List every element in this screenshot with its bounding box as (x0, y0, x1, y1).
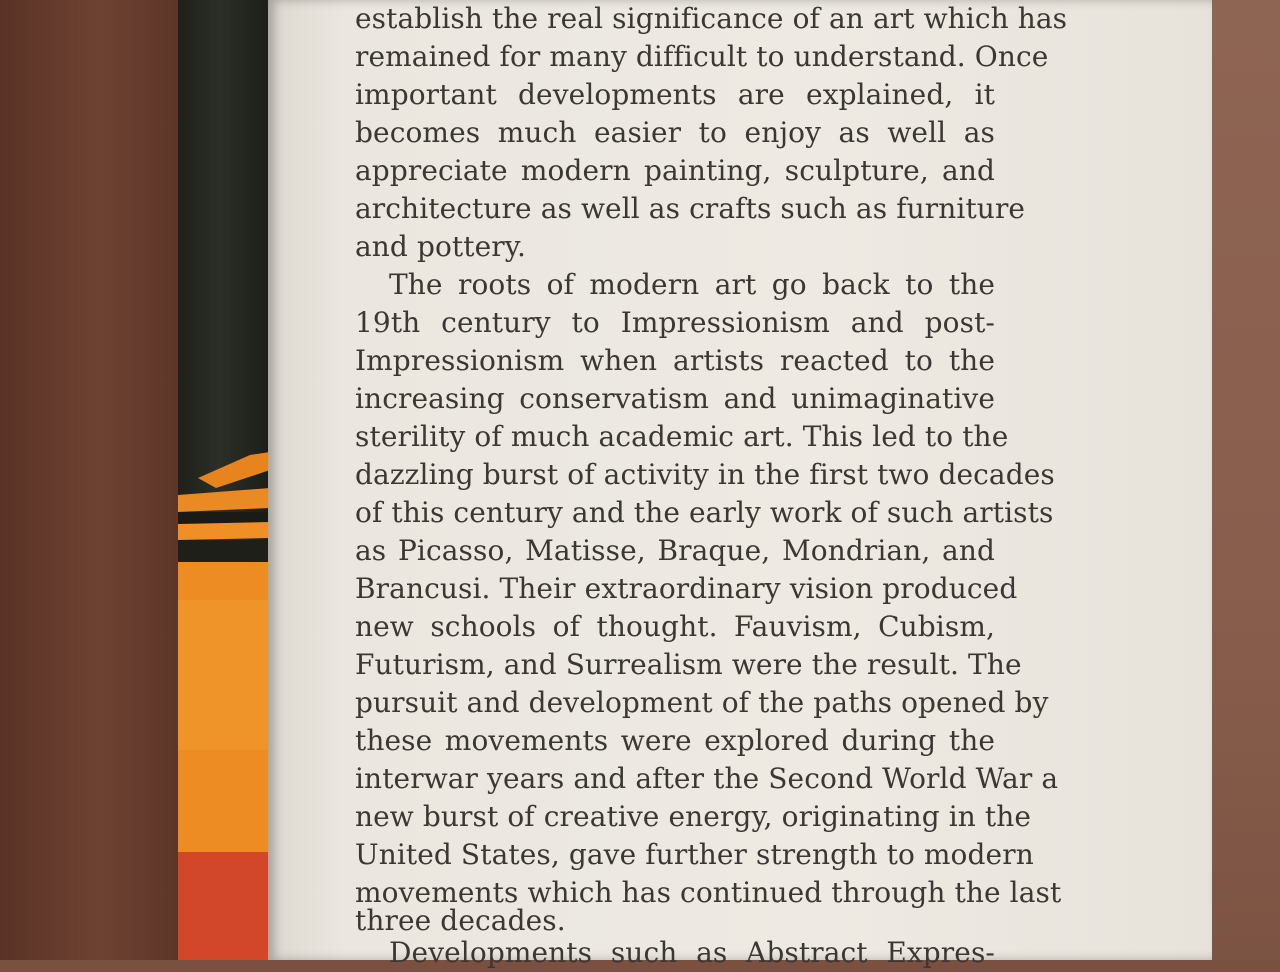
text-line: and pottery. (355, 230, 526, 263)
text-line: appreciate modern painting, sculpture, and (355, 154, 995, 187)
spine-orange-bar (178, 488, 270, 512)
text-line: architecture as well as crafts such as furniture (355, 192, 1026, 225)
spine-dark-stripe-2 (178, 540, 270, 562)
text-line: movements which has continued through the last (355, 876, 1062, 909)
text-line: United States, gave further strength to modern (355, 838, 1034, 871)
spine-orange-band (178, 522, 270, 540)
text-line: Brancusi. Their extraordinary vision produced (355, 572, 1018, 605)
text-line: as Picasso, Matisse, Braque, Mondrian, and (355, 534, 995, 567)
text-line: new burst of creative energy, originating in the (355, 800, 1032, 833)
text-line: of this century and the early work of such artists (355, 496, 1054, 529)
background-right (1210, 0, 1280, 960)
text-line: interwar years and after the Second World War a (355, 762, 1059, 795)
spine-graphic (178, 0, 270, 960)
text-line: dazzling burst of activity in the first two decades (355, 458, 1055, 491)
text-line: Developments such as Abstract Expres- (389, 936, 995, 969)
book-spine-artwork (178, 0, 270, 960)
text-line: The roots of modern art go back to the (389, 268, 995, 301)
spine-red-block (178, 852, 270, 960)
spine-dark-stripe (178, 512, 270, 524)
spine-orange-streak (198, 452, 270, 488)
text-line: these movements were explored during the (355, 724, 995, 757)
text-line: increasing conservatism and unimaginative (355, 382, 995, 415)
spine-orange-highlight (178, 600, 270, 750)
text-line: sterility of much academic art. This led to the (355, 420, 1009, 453)
background-left (0, 0, 180, 960)
text-line: remained for many difficult to understand. Once (355, 40, 1049, 73)
text-line: becomes much easier to enjoy as well as (355, 116, 995, 149)
text-line: establish the real significance of an art which has (355, 2, 1068, 35)
text-line: Futurism, and Surrealism were the result. The (355, 648, 1022, 681)
text-line: three decades. (355, 904, 566, 937)
text-line: important developments are explained, it (355, 78, 995, 111)
text-line: 19th century to Impressionism and post- (355, 306, 995, 339)
text-line: pursuit and development of the paths opened by (355, 686, 1049, 719)
text-line: Impressionism when artists reacted to the (355, 344, 995, 377)
text-line: new schools of thought. Fauvism, Cubism, (355, 610, 995, 643)
